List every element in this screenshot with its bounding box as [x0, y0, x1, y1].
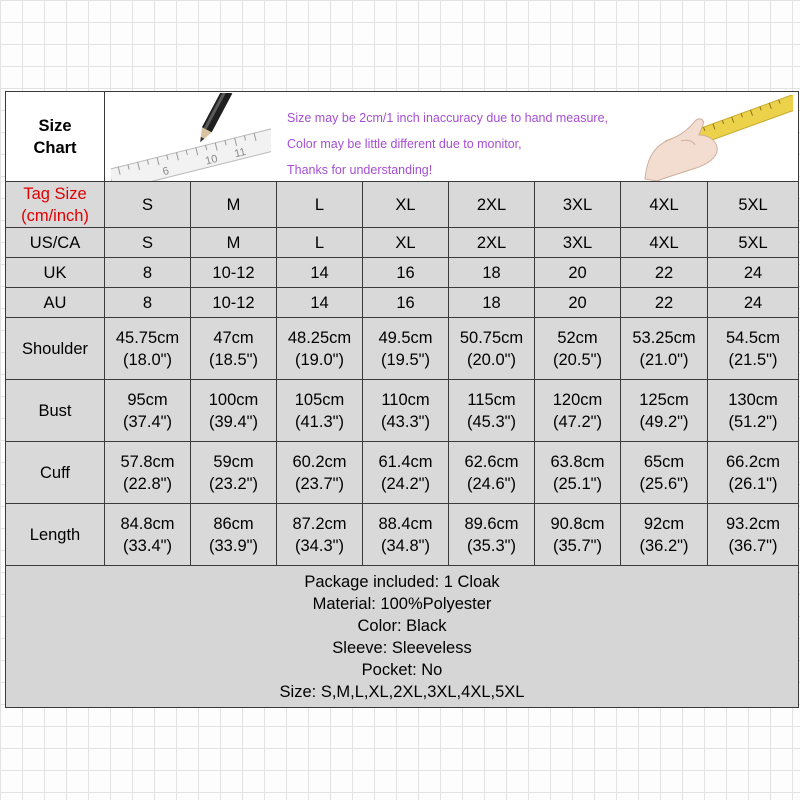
cm-value: 93.2cm	[725, 514, 781, 533]
uk-cell: 20	[535, 258, 621, 288]
size-chart-sheet	[5, 91, 798, 710]
inch-value: (39.4")	[209, 412, 258, 431]
ruler-label-6: 6	[161, 164, 171, 178]
au-label: AU	[6, 288, 105, 318]
size-cell: 5XL	[708, 182, 799, 228]
shoulder-row	[6, 318, 799, 380]
cm-value: 66.2cm	[725, 452, 781, 471]
shoulder-cell	[277, 318, 363, 380]
info-pocket: Pocket: No	[361, 660, 443, 679]
bust-label: Bust	[6, 380, 105, 442]
shoulder-cell	[449, 318, 535, 380]
bust-cell	[449, 380, 535, 442]
inch-value: (22.8")	[123, 474, 172, 493]
us-ca-cell: M	[191, 228, 277, 258]
us-ca-row	[6, 228, 799, 258]
uk-cell: 18	[449, 258, 535, 288]
size-cell: M	[191, 182, 277, 228]
au-cell: 16	[363, 288, 449, 318]
uk-cell: 24	[708, 258, 799, 288]
us-ca-cell: 2XL	[449, 228, 535, 258]
size-cell: S	[105, 182, 191, 228]
cuff-cell	[621, 442, 708, 504]
info-size: Size: S,M,L,XL,2XL,3XL,4XL,5XL	[279, 682, 525, 701]
cm-value: 120cm	[552, 390, 603, 409]
us-ca-cell: XL	[363, 228, 449, 258]
au-cell: 18	[449, 288, 535, 318]
cm-value: 59cm	[213, 452, 254, 471]
cm-value: 86cm	[213, 514, 254, 533]
uk-cell: 8	[105, 258, 191, 288]
inch-value: (20.5")	[553, 350, 602, 369]
bust-row	[6, 380, 799, 442]
size-cell: XL	[363, 182, 449, 228]
info-material: Material: 100%Polyester	[312, 594, 492, 613]
inch-value: (25.6")	[639, 474, 689, 493]
uk-cell: 16	[363, 258, 449, 288]
shoulder-cell	[621, 318, 708, 380]
bust-cell	[621, 380, 708, 442]
hand-measuring-tape-icon	[637, 95, 793, 181]
length-cell	[277, 504, 363, 566]
cm-value: 61.4cm	[378, 452, 433, 471]
cuff-cell	[191, 442, 277, 504]
uk-row	[6, 258, 799, 288]
length-cell	[449, 504, 535, 566]
cuff-cell	[363, 442, 449, 504]
inch-value: (36.2")	[639, 536, 689, 555]
au-cell: 14	[277, 288, 363, 318]
cm-value: 65cm	[643, 452, 685, 471]
bust-cell	[535, 380, 621, 442]
info-package: Package included: 1 Cloak	[304, 572, 500, 591]
cm-value: 60.2cm	[292, 452, 347, 471]
cuff-cell	[277, 442, 363, 504]
size-cell: 3XL	[535, 182, 621, 228]
inch-value: (47.2")	[553, 412, 602, 431]
cm-value: 52cm	[557, 328, 598, 347]
size-chart-title	[6, 92, 105, 182]
cm-value: 100cm	[208, 390, 259, 409]
uk-cell: 22	[621, 258, 708, 288]
bust-cell	[708, 380, 799, 442]
cm-value: 95cm	[127, 390, 168, 409]
inch-value: (33.9")	[209, 536, 258, 555]
size-cell: 4XL	[621, 182, 708, 228]
inch-value: (34.3")	[295, 536, 344, 555]
cm-value: 115cm	[467, 390, 516, 409]
tag-size-label	[6, 182, 105, 228]
inch-value: (21.0")	[639, 350, 689, 369]
au-cell: 20	[535, 288, 621, 318]
notice-line-3: Thanks for understanding!	[287, 162, 433, 177]
bust-cell	[363, 380, 449, 442]
shoulder-cell	[363, 318, 449, 380]
inch-value: (19.0")	[295, 350, 344, 369]
inch-value: (24.2")	[381, 474, 430, 493]
notice-banner	[105, 92, 799, 182]
cuff-label: Cuff	[6, 442, 105, 504]
cm-value: 87.2cm	[292, 514, 347, 533]
inch-value: (37.4")	[123, 412, 172, 431]
cuff-cell	[105, 442, 191, 504]
inch-value: (51.2")	[728, 412, 778, 431]
inch-value: (49.2")	[639, 412, 689, 431]
tag-size-row	[6, 182, 799, 228]
cm-value: 50.75cm	[459, 328, 524, 347]
cm-value: 105cm	[294, 390, 345, 409]
cm-value: 48.25cm	[287, 328, 352, 347]
cm-value: 92cm	[643, 514, 685, 533]
cm-value: 54.5cm	[725, 328, 781, 347]
us-ca-cell: S	[105, 228, 191, 258]
cm-value: 88.4cm	[378, 514, 433, 533]
length-cell	[191, 504, 277, 566]
cm-value: 89.6cm	[464, 514, 519, 533]
length-cell	[363, 504, 449, 566]
inch-value: (34.8")	[381, 536, 430, 555]
length-cell	[105, 504, 191, 566]
title-line-1: Size	[38, 116, 72, 135]
us-ca-cell: L	[277, 228, 363, 258]
length-row	[6, 504, 799, 566]
bust-cell	[277, 380, 363, 442]
cuff-cell	[535, 442, 621, 504]
cm-value: 49.5cm	[378, 328, 433, 347]
shoulder-cell	[191, 318, 277, 380]
us-ca-label: US/CA	[6, 228, 105, 258]
size-chart-table	[5, 91, 799, 708]
inch-value: (35.7")	[553, 536, 602, 555]
cm-value: 130cm	[728, 390, 778, 409]
cm-value: 125cm	[639, 390, 689, 409]
uk-cell: 10-12	[191, 258, 277, 288]
inch-value: (19.5")	[381, 350, 430, 369]
tag-size-line-2: (cm/inch)	[21, 206, 89, 225]
size-cell: 2XL	[449, 182, 535, 228]
inch-value: (23.7")	[295, 474, 344, 493]
inch-value: (20.0")	[467, 350, 516, 369]
bust-cell	[191, 380, 277, 442]
product-info	[6, 566, 799, 708]
cm-value: 90.8cm	[550, 514, 605, 533]
length-label: Length	[6, 504, 105, 566]
inch-value: (23.2")	[209, 474, 258, 493]
length-cell	[708, 504, 799, 566]
length-cell	[535, 504, 621, 566]
info-sleeve: Sleeve: Sleeveless	[332, 638, 472, 657]
cm-value: 57.8cm	[120, 452, 175, 471]
ruler-label-10: 10	[204, 152, 219, 168]
us-ca-cell: 4XL	[621, 228, 708, 258]
cm-value: 63.8cm	[550, 452, 605, 471]
pencil-ruler-icon	[111, 93, 271, 181]
inch-value: (35.3")	[467, 536, 516, 555]
length-cell	[621, 504, 708, 566]
cuff-row	[6, 442, 799, 504]
shoulder-cell	[105, 318, 191, 380]
bust-cell	[105, 380, 191, 442]
ruler-label-11: 11	[233, 145, 248, 160]
tag-size-line-1: Tag Size	[23, 184, 87, 203]
cuff-cell	[449, 442, 535, 504]
shoulder-cell	[708, 318, 799, 380]
inch-value: (25.1")	[553, 474, 602, 493]
shoulder-cell	[535, 318, 621, 380]
us-ca-cell: 3XL	[535, 228, 621, 258]
inch-value: (24.6")	[467, 474, 516, 493]
shoulder-label: Shoulder	[6, 318, 105, 380]
inch-value: (18.5")	[209, 350, 258, 369]
cm-value: 47cm	[213, 328, 254, 347]
header-row	[6, 92, 799, 182]
size-cell: L	[277, 182, 363, 228]
inch-value: (33.4")	[123, 536, 172, 555]
cm-value: 62.6cm	[464, 452, 519, 471]
cm-value: 84.8cm	[120, 514, 175, 533]
inch-value: (18.0")	[123, 350, 172, 369]
notice-line-1: Size may be 2cm/1 inch inaccuracy due to hand measure,	[287, 110, 609, 125]
title-line-2: Chart	[33, 138, 77, 157]
inch-value: (41.3")	[295, 412, 344, 431]
cm-value: 110cm	[381, 390, 430, 409]
au-cell: 10-12	[191, 288, 277, 318]
inch-value: (43.3")	[381, 412, 430, 431]
cm-value: 53.25cm	[632, 328, 696, 347]
product-info-row	[6, 566, 799, 708]
info-color: Color: Black	[357, 616, 447, 635]
inch-value: (36.7")	[728, 536, 778, 555]
cm-value: 45.75cm	[115, 328, 180, 347]
cuff-cell	[708, 442, 799, 504]
notice-text	[287, 105, 608, 182]
au-row	[6, 288, 799, 318]
au-cell: 24	[708, 288, 799, 318]
au-cell: 22	[621, 288, 708, 318]
inch-value: (26.1")	[728, 474, 778, 493]
uk-label: UK	[6, 258, 105, 288]
inch-value: (21.5")	[728, 350, 778, 369]
uk-cell: 14	[277, 258, 363, 288]
au-cell: 8	[105, 288, 191, 318]
notice-line-2: Color may be little different due to monitor,	[287, 136, 522, 151]
us-ca-cell: 5XL	[708, 228, 799, 258]
inch-value: (45.3")	[467, 412, 516, 431]
